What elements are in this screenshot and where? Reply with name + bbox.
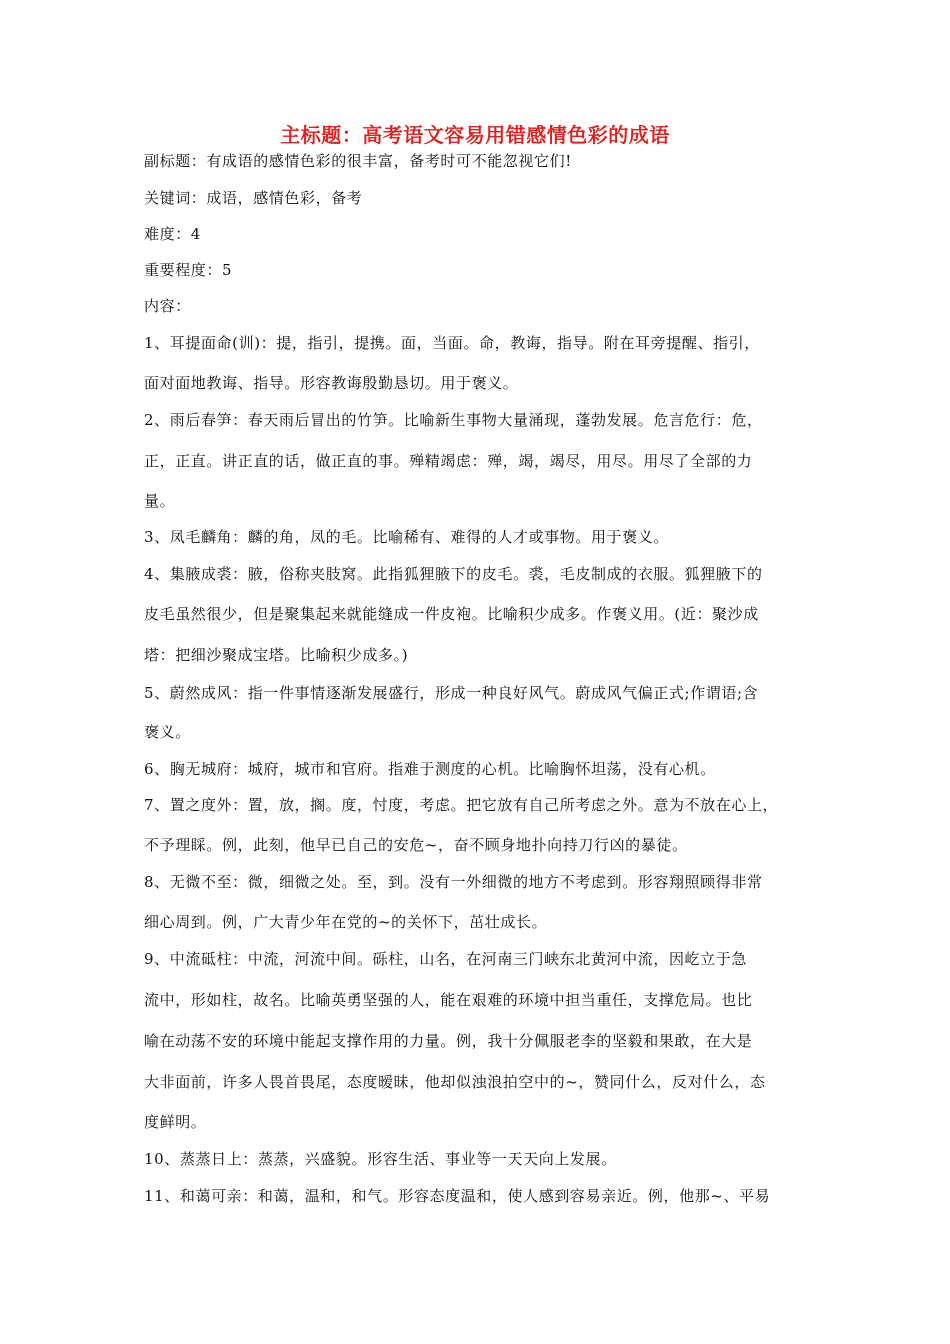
body-line: 喻在动荡不安的环境中能起支撑作用的力量。例，我十分佩服老李的坚毅和果敢，在大是 (144, 1032, 753, 1050)
importance-line: 重要程度：5 (144, 261, 233, 279)
keywords-line: 关键词：成语，感情色彩，备考 (144, 189, 363, 207)
body-line: 皮毛虽然很少，但是聚集起来就能缝成一件皮袍。比喻积少成多。作褒义用。(近：聚沙成 (144, 605, 759, 623)
body-line: 量。 (144, 492, 176, 510)
body-line: 面对面地教诲、指导。形容教诲殷勤恳切。用于褒义。 (144, 374, 519, 392)
body-line: 4、集腋成裘：腋，俗称夹肢窝。此指狐狸腋下的皮毛。裘，毛皮制成的衣服。狐狸腋下的 (144, 565, 763, 583)
content-label: 内容： (144, 297, 191, 315)
body-line: 5、蔚然成风：指一件事情逐渐发展盛行，形成一种良好风气。蔚成风气偏正式;作谓语;含 (144, 684, 759, 702)
body-line: 细心周到。例，广大青少年在党的~的关怀下，茁壮成长。 (144, 913, 548, 931)
body-line: 大非面前，许多人畏首畏尾，态度暧昧，他却似浊浪拍空中的~，赞同什么，反对什么，态 (144, 1073, 766, 1091)
body-line: 6、胸无城府：城府，城市和官府。指难于测度的心机。比喻胸怀坦荡，没有心机。 (144, 760, 716, 778)
body-line: 褒义。 (144, 723, 191, 741)
body-line: 11、和蔼可亲：和蔼，温和，和气。形容态度温和，使人感到容易亲近。例，他那~、平易 (144, 1187, 771, 1205)
body-line: 不予理睬。例，此刻，他早已自己的安危~，奋不顾身地扑向持刀行凶的暴徒。 (144, 836, 688, 854)
difficulty-line: 难度：4 (144, 225, 201, 243)
body-line: 度鲜明。 (144, 1113, 207, 1131)
body-line: 塔：把细沙聚成宝塔。比喻积少成多。) (144, 646, 409, 664)
body-line: 9、中流砥柱：中流，河流中间。砾柱，山名，在河南三门峡东北黄河中流，因屹立于急 (144, 950, 747, 968)
body-line: 流中，形如柱，故名。比喻英勇坚强的人，能在艰难的环境中担当重任，支撑危局。也比 (144, 991, 753, 1009)
body-line: 8、无微不至：微，细微之处。至，到。没有一外细微的地方不考虑到。形容翔照顾得非常 (144, 873, 763, 891)
subtitle-line: 副标题：有成语的感情色彩的很丰富，备考时可不能忽视它们! (144, 152, 572, 170)
body-line: 3、凤毛麟角：麟的角，凤的毛。比喻稀有、难得的人才或事物。用于褒义。 (144, 528, 669, 546)
body-line: 7、置之度外：置，放，搁。度，忖度，考虑。把它放有自己所考虑之外。意为不放在心上， (144, 796, 779, 814)
body-line: 正，正直。讲正直的话，做正直的事。殚精竭虑：殚，竭，竭尽，用尽。用尽了全部的力 (144, 452, 753, 470)
body-line: 1、耳提面命(训)：提，指引，提携。面，当面。命，教诲，指导。附在耳旁提醒、指引， (144, 334, 760, 352)
page-title: 主标题：高考语文容易用错感情色彩的成语 (280, 123, 670, 147)
body-line: 2、雨后春笋：春天雨后冒出的竹笋。比喻新生事物大量涌现，蓬勃发展。危言危行：危， (144, 411, 763, 429)
body-line: 10、蒸蒸日上：蒸蒸，兴盛貌。形容生活、事业等一天天向上发展。 (144, 1150, 617, 1168)
